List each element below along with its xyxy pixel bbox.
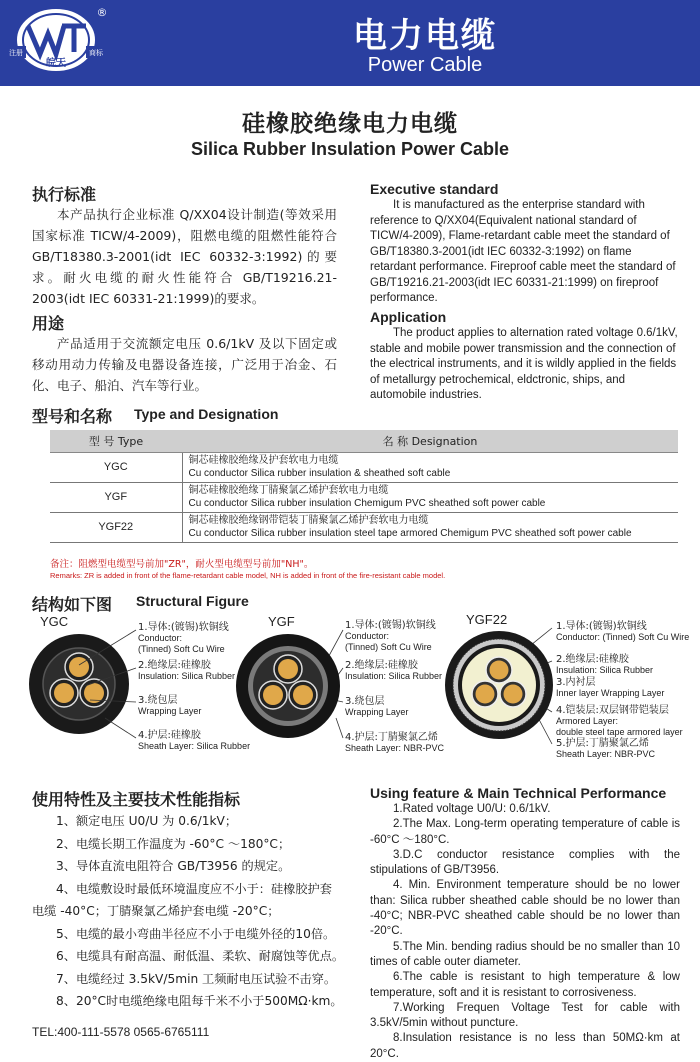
designation-cn: 铜芯硅橡胶绝缘丁腈聚氯乙烯护套软电力电缆 [188, 485, 389, 496]
performance-list-en [370, 802, 680, 1062]
list-item: 6、电缆具有耐高温、耐低温、柔软、耐腐蚀等优点。 [56, 949, 345, 963]
performance-list-cn [32, 810, 352, 1013]
list-item: 2.The Max. Long-term operating temperature of cable is -60°C ～180°C. [370, 818, 680, 846]
application-text-cn: 产品适用于交流额定电压 0.6/1kV 及以下固定或移动用动力传输及电器设备连接，广泛用于冶金、石化、电子、船泊、汽车等行业。 [32, 336, 337, 393]
model-cell: YGF22 [50, 512, 182, 542]
designation-en: Cu conductor Silica rubber insulation steel tape armored Chemigum PVC sheathed soft power cable [188, 528, 632, 539]
list-item: 8.Insulation resistance is no less than 50MΩ·km at 20°C. [370, 1032, 680, 1060]
executive-heading-cn: 执行标准 [32, 185, 97, 204]
ygc-sheath-annotation: 4.护层:硅橡胶 Sheath Layer: Silica Rubber [138, 730, 251, 751]
ygf22-conductor-annotation: 1.导体:(镀锡)软铜线 Conductor: (Tinned) Soft Cu Wire [556, 621, 690, 642]
header-banner [0, 0, 700, 86]
ygc-wrapping-annotation: 3.绕包层 Wrapping Layer [138, 695, 202, 716]
list-item: 2、电缆长期工作温度为 -60°C ～180°C； [56, 836, 291, 851]
application-heading-en: Application [370, 309, 447, 325]
model-cell: YGF [50, 482, 182, 512]
list-item: 4、电缆敷设时最低环境温度应不小于：硅橡胶护套 [56, 881, 332, 896]
col-type-header: 型 号 Type [50, 430, 182, 452]
list-item: 1.Rated voltage U0/U: 0.6/1kV. [393, 803, 551, 815]
ygf22-insulation-annotation: 2.绝缘层:硅橡胶 Insulation: Silica Rubber [556, 654, 654, 675]
list-item: 8、20°C时电缆绝缘电阻每千米不小于500MΩ·km。 [56, 994, 343, 1008]
designation-cn: 铜芯硅橡胶绝缘钢带铠装丁腈聚氯乙烯护套软电力电缆 [188, 515, 429, 526]
header-title-en: Power Cable [367, 54, 483, 76]
list-item: 7、电缆经过 3.5kV/5min 工频耐电压试验不击穿。 [56, 971, 337, 986]
ygf-wrapping-annotation: 3.绕包层 Wrapping Layer [345, 696, 409, 717]
designation-en: Cu conductor Silica rubber insulation Chemigum PVC sheathed soft power cable [188, 498, 546, 509]
list-item: 电缆 -40°C；丁腈聚氯乙烯护套电缆 -20°C； [32, 904, 280, 918]
remark-cn: 备注：阻燃型电缆型号前加"ZR"，耐火型电缆型号前加"NH"。 [50, 559, 314, 570]
designation-cell [182, 512, 678, 542]
table-row [50, 512, 678, 542]
list-item: 5、电缆的最小弯曲半径应不小于电缆外径的10倍。 [56, 926, 336, 941]
executive-text-en: It is manufactured as the enterprise standard with reference to Q/XX04(Equivalent national standard of TICW/4-2009), Flame-retardant cable meet the standard of GB/T18380.3-2001(idt IEC 60332-3:1992) on flame retardant performance. Fireproof cable meet the standard of GB/T19216.21-2003(idt IEC 60331-21:1999) on fireproof performance. [370, 199, 676, 304]
cable-cross-section-ygf [235, 633, 341, 739]
page-title-en: Silica Rubber Insulation Power Cable [190, 139, 510, 159]
executive-text-cn: 本产品执行企业标准 Q/XX04设计制造(等效采用国家标准 TICW/4-2009)，阻燃电缆的阻燃性能符合 GB/T18380.3-2001(idt IEC 60332-3:1992)的要求。耐火电缆的耐火性能符合 GB/T19216.21-2003(idt IEC 60331-21:1999)的要求。 [32, 207, 337, 306]
ygc-conductor-annotation: 1.导体:(镀锡)软铜线 Conductor: (Tinned) Soft Cu Wire [138, 622, 229, 654]
types-heading-cn: 型号和名称 [32, 407, 113, 426]
list-item: 4. Min. Environment temperature should be no lower than: Silica rubber sheathed cable should be no lower than -40°C; NBR-PVC sheathed cable should be no lower than -20°C. [370, 879, 680, 938]
structure-heading-en: Structural Figure [136, 593, 249, 609]
ygf-conductor-annotation: 1.导体:(镀锡)软铜线 Conductor: (Tinned) Soft Cu Wire [345, 620, 436, 652]
list-item: 6.The cable is resistant to high temperature & low temperature, soft and it is resistant to corrosiveness. [370, 971, 680, 999]
performance-heading-en: Using feature & Main Technical Performance [370, 785, 667, 801]
ygf22-armor-annotation: 4.铠装层:双层钢带铠装层 Armored Layer: double steel tape armored layer [556, 705, 683, 737]
cable-cross-section-ygc [28, 633, 130, 735]
designation-cn: 铜芯硅橡胶绝缘及护套软电力电缆 [188, 455, 339, 466]
remark-en: Remarks: ZR is added in front of the flame-retardant cable model, NH is added in front of the fire-resistant cable model. [50, 571, 446, 580]
ygf22-sheath-annotation: 5.护层:丁腈聚氯乙烯 Sheath Layer: NBR-PVC [556, 738, 656, 759]
page-title-cn: 硅橡胶绝缘电力电缆 [242, 111, 458, 137]
designation-cell [182, 482, 678, 512]
list-item: 3、导体直流电阻符合 GB/T3956 的规定。 [56, 859, 291, 873]
header-title-cn: 电力电缆 [353, 16, 497, 56]
col-name-header: 名 称 Designation [182, 430, 678, 452]
logo-brand: 皖天 [46, 58, 66, 69]
list-item: 1、额定电压 U0/U 为 0.6/1kV； [56, 814, 238, 828]
logo-right-tag: 商标 [89, 49, 103, 57]
figure-label-ygc: YGC [40, 614, 69, 629]
list-item: 5.The Min. bending radius should be no smaller than 10 times of cable outer diameter. [370, 940, 680, 968]
table-row [50, 482, 678, 512]
cable-cross-section-ygf22 [444, 630, 554, 740]
application-text-en: The product applies to alternation rated voltage 0.6/1kV, stable and mobile power transmission and the connection of the electrical instruments, and it is wildly applied in the fields of metallurgy petrochemical, eldctronic, ships, and automobile industries. [370, 327, 678, 401]
application-heading-cn: 用途 [32, 314, 65, 333]
figure-label-ygf: YGF [268, 614, 295, 629]
ygf-insulation-annotation: 2.绝缘层:硅橡胶 Insulation: Silica Rubber [345, 660, 443, 681]
ygf22-inner-layer-annotation: 3.内衬层 Inner layer Wrapping Layer [556, 677, 665, 698]
registered-mark: ® [96, 6, 108, 19]
designation-cell [182, 452, 678, 482]
designation-en: Cu conductor Silica rubber insulation & sheathed soft cable [188, 468, 451, 479]
ygf-sheath-annotation: 4.护层:丁腈聚氯乙烯 Sheath Layer: NBR-PVC [345, 732, 445, 753]
list-item: 3.D.C conductor resistance complies with the stipulations of GB/T3956. [370, 848, 680, 877]
performance-heading-cn: 使用特性及主要技术性能指标 [32, 790, 241, 809]
type-designation-table [50, 430, 678, 543]
model-cell: YGC [50, 452, 182, 482]
ygc-insulation-annotation: 2.绝缘层:硅橡胶 Insulation: Silica Rubber [138, 660, 236, 681]
brand-logo [4, 4, 108, 82]
figure-label-ygf22: YGF22 [466, 612, 508, 627]
types-heading-en: Type and Designation [134, 406, 279, 422]
table-row [50, 452, 678, 482]
logo-left-tag: 注册 [9, 49, 23, 57]
structure-heading-cn: 结构如下图 [32, 595, 113, 614]
contact-phone: TEL:400-111-5578 0565-6765111 [32, 1025, 210, 1039]
executive-heading-en: Executive standard [370, 181, 499, 197]
table-header-row [50, 430, 678, 452]
list-item: 7.Working Frequen Voltage Test for cable with 3.5kV/5min without puncture. [370, 1001, 680, 1030]
